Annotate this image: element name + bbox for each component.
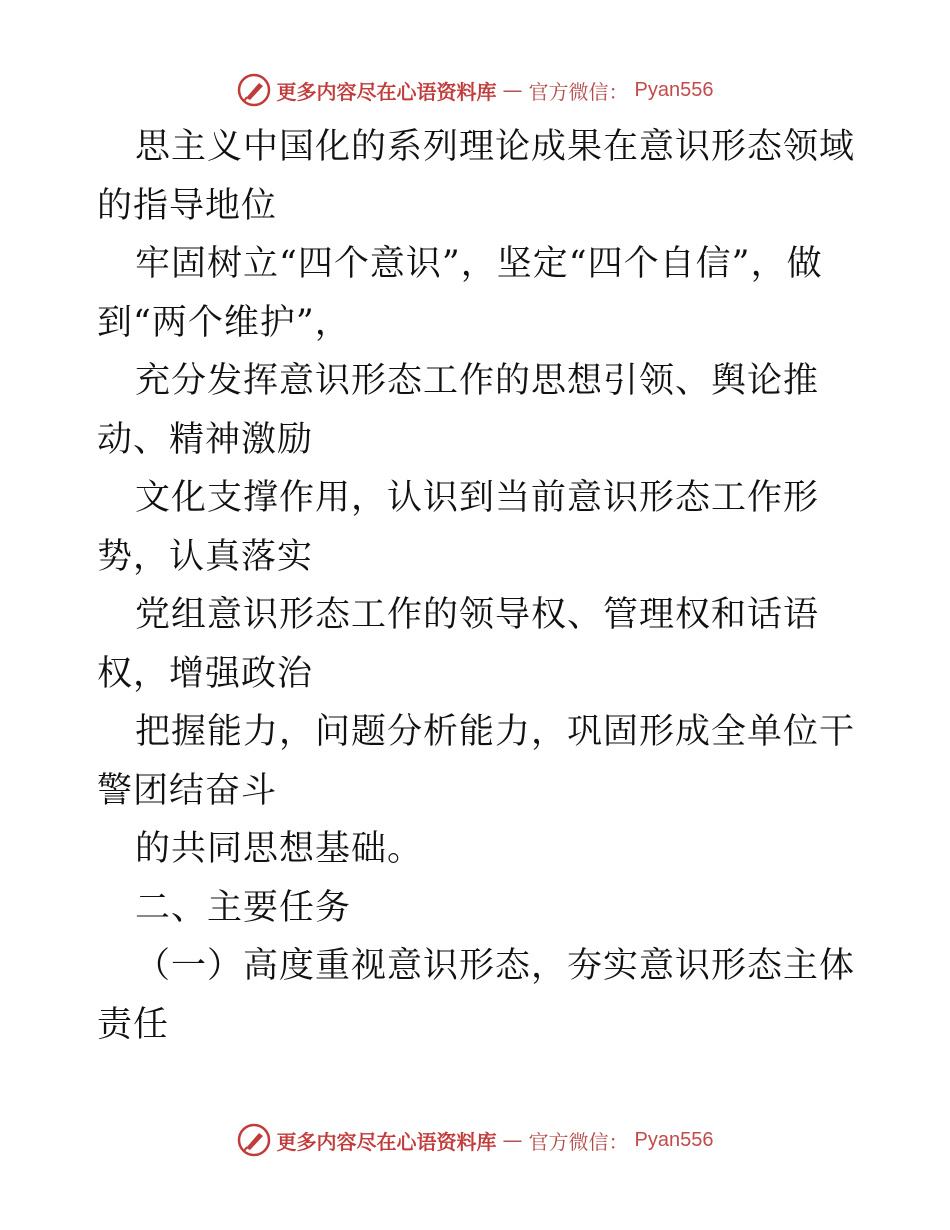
section-heading: 二、主要任务 [135, 887, 352, 928]
watermark-wechat-id: Pyan556 [634, 1128, 714, 1151]
watermark-wechat-label: 官方微信： [528, 79, 629, 104]
paragraph: 牢固树立“四个意识”，坚定“四个自信”，做到“两个维护”， [97, 244, 823, 343]
quill-pen-logo-icon [237, 1123, 271, 1157]
watermark-wechat-id: Pyan556 [634, 78, 714, 101]
paragraph: 党组意识形态工作的领导权、管理权和话语权，增强政治 [97, 595, 820, 694]
paragraph: 把握能力，问题分析能力，巩固形成全单位干警团结奋斗 [97, 712, 856, 811]
watermark-brand-text: 更多内容尽在心语资料库 [276, 79, 497, 104]
paragraph: 的共同思想基础。 [135, 829, 424, 869]
paragraph: 文化支撑作用，认识到当前意识形态工作形势，认真落实 [97, 478, 820, 577]
quill-pen-logo-icon [237, 73, 271, 107]
document-body [97, 118, 857, 1054]
subsection-heading: （一）高度重视意识形态，夯实意识形态主体责任 [97, 946, 856, 1045]
watermark-brand-text: 更多内容尽在心语资料库 [276, 1129, 497, 1154]
watermark-separator: — [502, 78, 523, 102]
header-watermark [0, 70, 950, 110]
paragraph: 思主义中国化的系列理论成果在意识形态领域的指导地位 [97, 127, 856, 226]
paragraph: 充分发挥意识形态工作的思想引领、舆论推动、精神激励 [97, 361, 820, 460]
footer-watermark [0, 1120, 950, 1160]
watermark-wechat-label: 官方微信： [528, 1129, 629, 1154]
watermark-separator: — [502, 1128, 523, 1152]
